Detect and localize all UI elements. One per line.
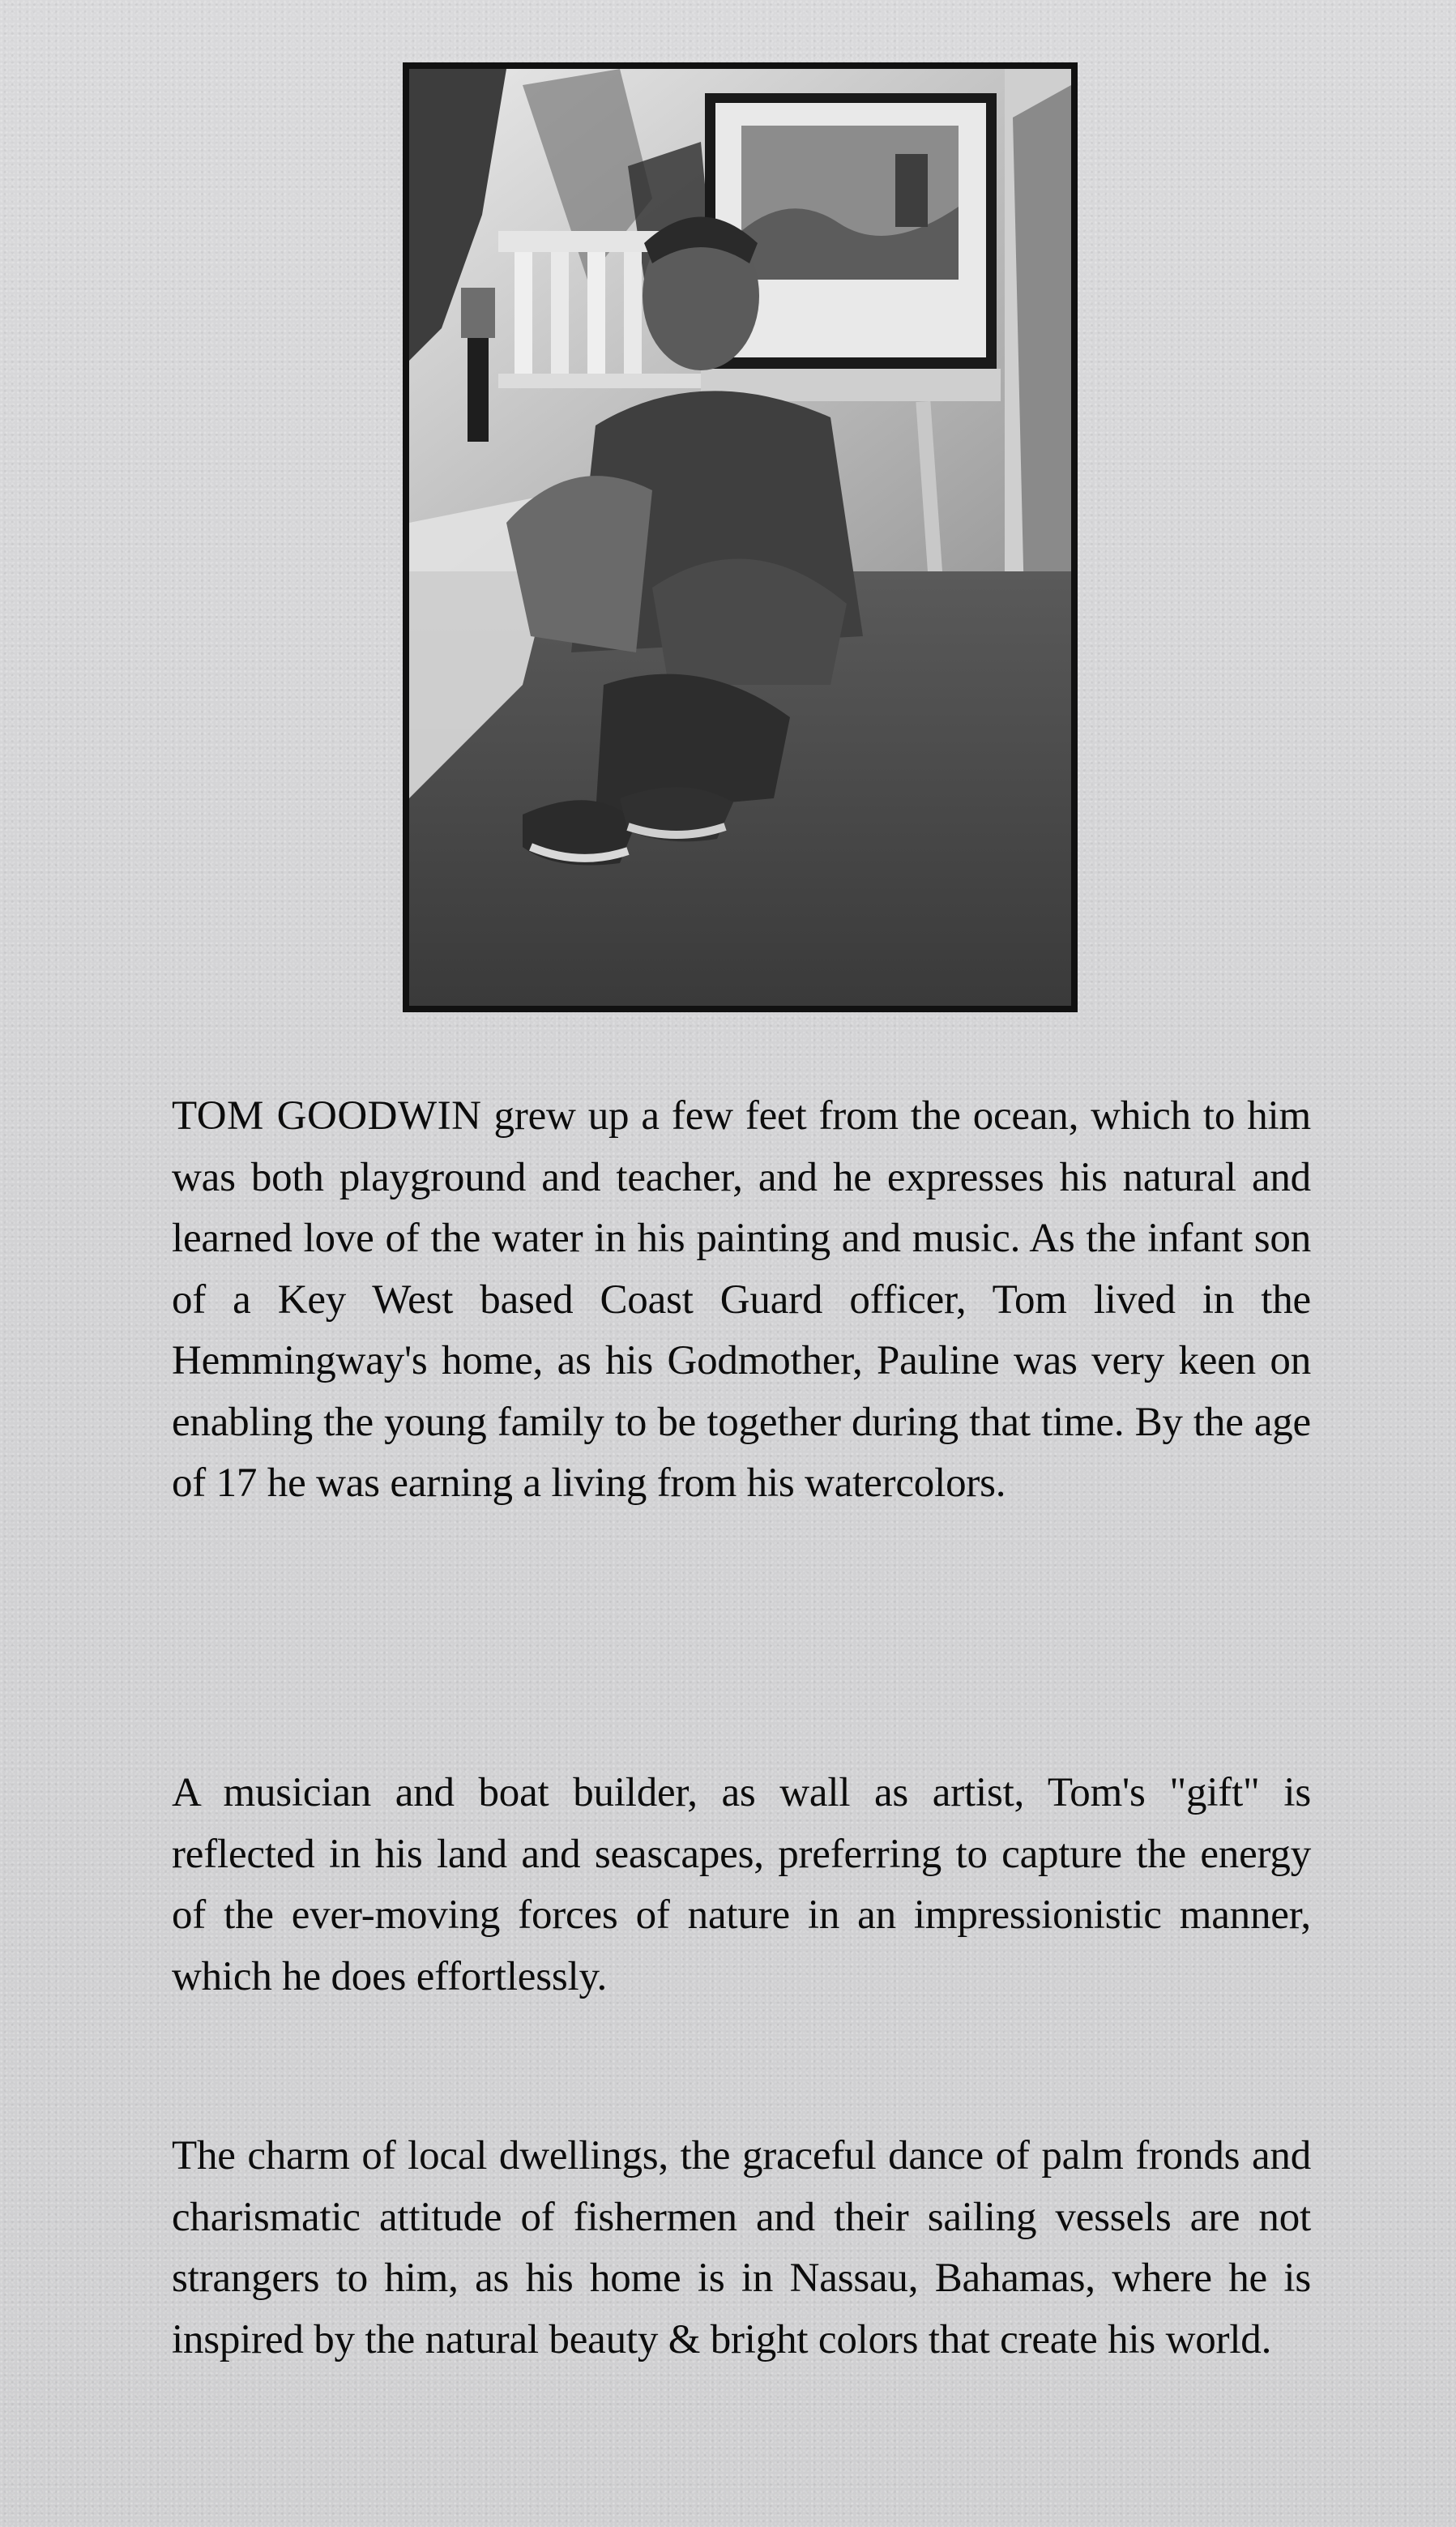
artist-photo-illustration — [409, 69, 1071, 1006]
paintbrush — [468, 336, 489, 442]
artist-name: TOM GOODWIN — [172, 1093, 482, 1139]
bio-paragraph-1 — [172, 1086, 1311, 1515]
bio-paragraph-2: A musician and boat builder, as wall as artist, Tom's "gift" is reflected in his land and seascapes, preferring to capture the energy of the ever-moving forces of nature in an impressionistic manner, which he does effortlessly. — [172, 1770, 1311, 1999]
bio-paragraph-1-text: grew up a few feet from the ocean, which to him was both playground and teacher, and he expresses his natural and learned love of the water in his painting and music. As the infant son of a Key West based Coast Guard officer, Tom lived in the Hemmingway's home, as his Godmother, Pauline was very keen on enabling the young family to be together during that time. By the age of 17 he was earning a living from his watercolors. — [172, 1093, 1311, 1506]
artist-photo — [403, 62, 1078, 1012]
bio-paragraph-3: The charm of local dwellings, the graceful dance of palm fronds and charismatic attitude of fishermen and their sailing vessels are not strangers to him, as his home is in Nassau, Bahamas, where he is inspired by the natural beauty & bright colors that create his world. — [172, 2133, 1311, 2362]
